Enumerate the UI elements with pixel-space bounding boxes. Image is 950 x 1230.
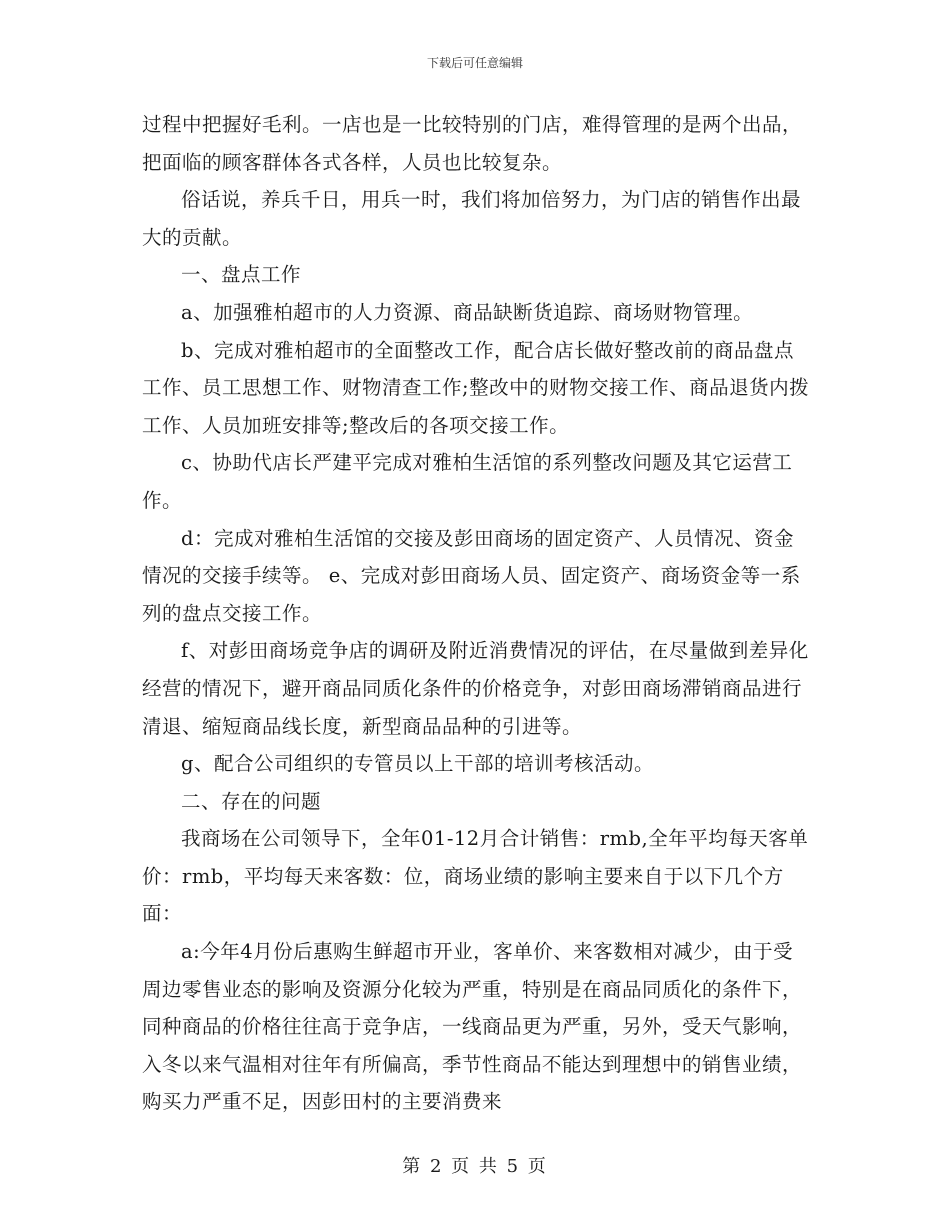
paragraph-item-c: c、协助代店长严建平完成对雅柏生活馆的系列整改问题及其它运营工作。 (142, 451, 793, 512)
section-heading-2: 二、存在的问题 (181, 789, 322, 813)
paragraph-item-g: g、配合公司组织的专管员以上干部的培训考核活动。 (181, 752, 654, 776)
page-header: 下载后可任意编辑 (426, 56, 523, 70)
paragraph-item-f: f、对彭田商场竞争店的调研及附近消费情况的评估，在尽量做到差异化经营的情况下，避开商品同质化条件的价格竞争，对彭田商场滞销商品进行清退、缩短商品线长度，新型商品品种的引进等。 (142, 639, 809, 738)
paragraph-issue-a: a:今年4月份后惠购生鲜超市开业，客单价、来客数相对减少，由于受周边零售业态的影响及资源分化较为严重，特别是在商品同质化的条件下，同种商品的价格往往高于竞争店，一线商品更为严重，另外，受天气影响，入冬以来气温相对往年有所偏高，季节性商品不能达到理想中的销售业绩，购买力严重不足，因彭田村的主要消费来 (142, 940, 803, 1114)
paragraph-item-a: a、加强雅柏超市的人力资源、商品缺断货追踪、商场财物管理。 (181, 300, 754, 324)
paragraph-2: 俗话说，养兵千日，用兵一时，我们将加倍努力，为门店的销售作出最大的贡献。 (142, 188, 802, 249)
section-heading-1: 一、盘点工作 (181, 263, 302, 287)
paragraph-item-b: b、完成对雅柏超市的全面整改工作，配合店长做好整改前的商品盘点工作、员工思想工作、财物清查工作;整改中的财物交接工作、商品退货内拨工作、人员加班安排等;整改后的各项交接工作。 (142, 338, 810, 437)
page-footer: 第 2 页 共 5 页 (402, 1156, 548, 1177)
paragraph-1: 过程中把握好毛利。一店也是一比较特别的门店，难得管理的是两个出品，把面临的顾客群体各式各样，人员也比较复杂。 (142, 113, 803, 174)
document-body (142, 106, 812, 1121)
paragraph-sales-summary: 我商场在公司领导下，全年01-12月合计销售：rmb,全年平均每天客单价：rmb，平均每天来客数：位，商场业绩的影响主要来自于以下几个方面： (142, 827, 809, 926)
paragraph-item-d-e: d：完成对雅柏生活馆的交接及彭田商场的固定资产、人员情况、资金情况的交接手续等。 e、完成对彭田商场人员、固定资产、商场资金等一系列的盘点交接工作。 (142, 526, 801, 625)
